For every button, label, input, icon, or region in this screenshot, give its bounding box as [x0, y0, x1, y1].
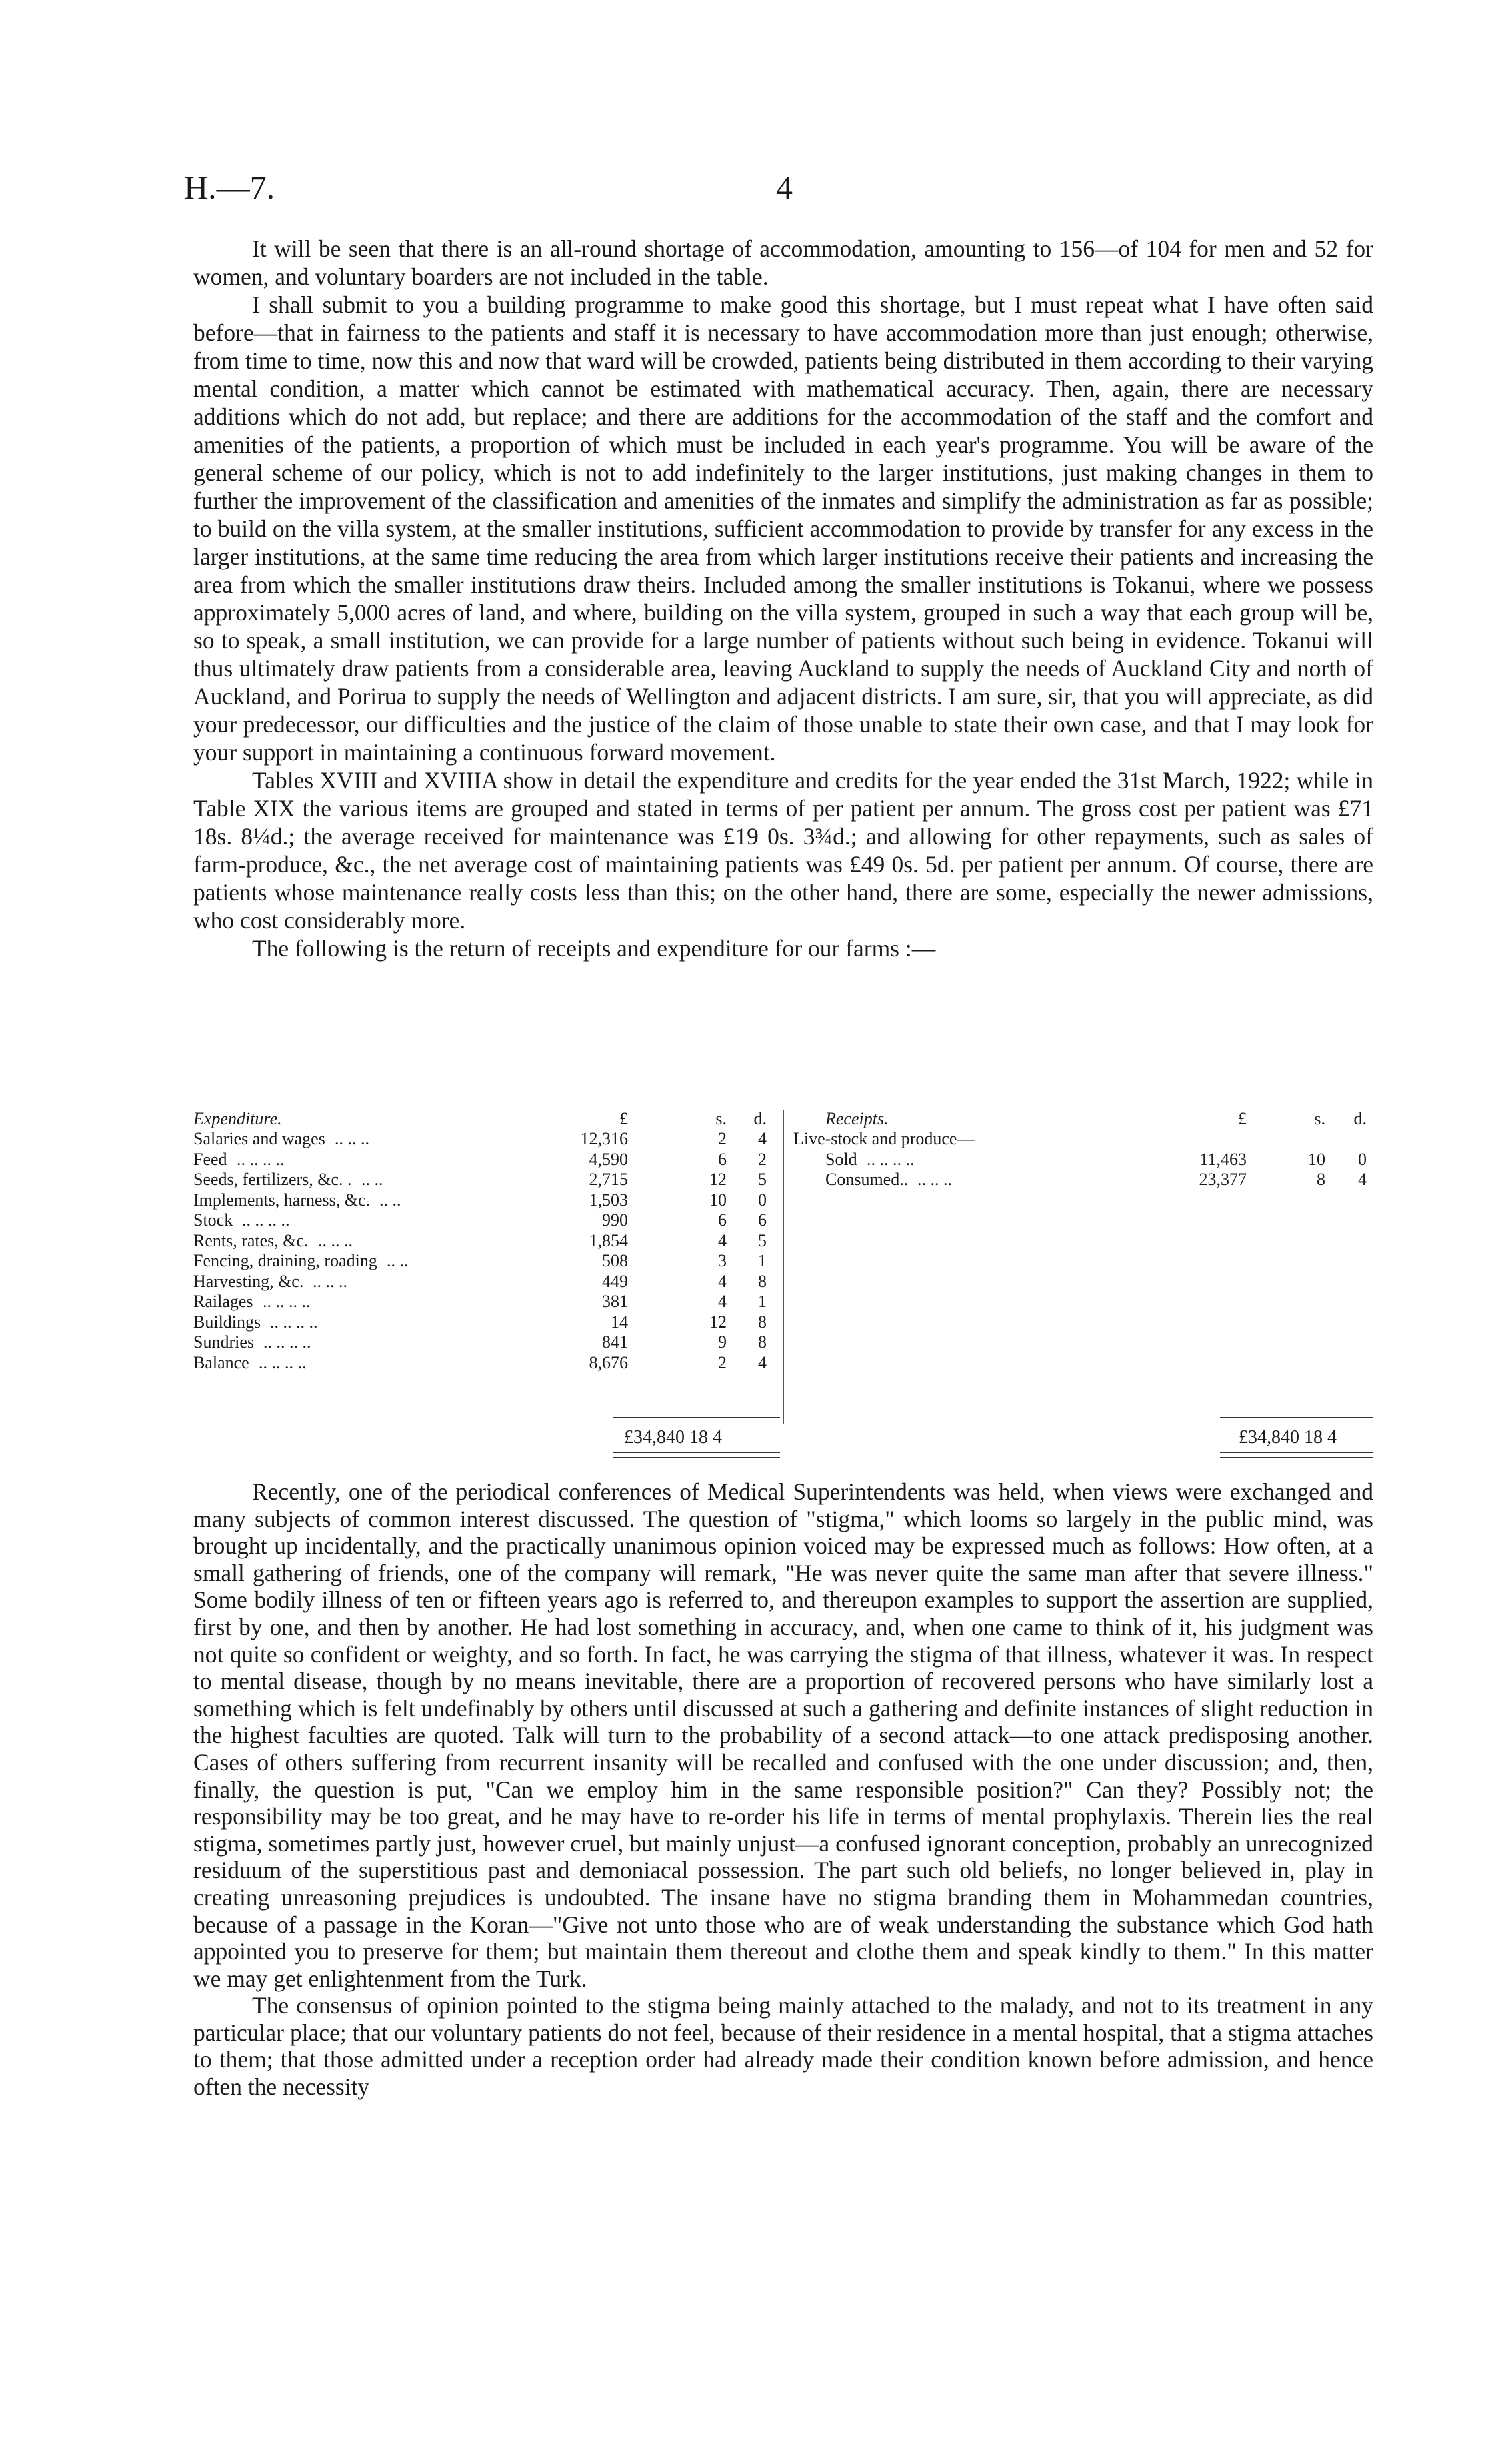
- expenditure-row: [193, 1190, 780, 1211]
- expenditure-rows: [193, 1129, 780, 1373]
- expenditure-label: Harvesting, &c.: [193, 1271, 304, 1291]
- expenditure-label: Implements, harness, &c.: [193, 1190, 370, 1210]
- expenditure-label: Salaries and wages: [193, 1129, 325, 1148]
- table-lead-in: The following is the return of receipts and expenditure for our farms :—: [252, 935, 936, 962]
- expenditure-amount-pounds: 1,854: [589, 1230, 628, 1250]
- receipts-row: [793, 1150, 1373, 1170]
- expenditure-leader-dots: .. .. .. ..: [242, 1210, 290, 1230]
- expenditure-row: [193, 1332, 780, 1353]
- expenditure-row: [193, 1210, 780, 1231]
- expenditure-amount-pence: 8: [758, 1332, 767, 1352]
- expenditure-leader-dots: .. .. ..: [318, 1230, 353, 1250]
- expenditure-leader-dots: .. .. .. ..: [263, 1332, 311, 1352]
- expenditure-amount-shillings: 3: [718, 1251, 727, 1270]
- shillings-head: s.: [715, 1109, 727, 1128]
- expenditure-amount-pounds: 8,676: [589, 1352, 628, 1372]
- expenditure-row: [193, 1292, 780, 1312]
- expenditure-amount-shillings: 2: [718, 1352, 727, 1372]
- shillings-head: s.: [1314, 1109, 1325, 1128]
- receipts-label: Sold: [825, 1149, 857, 1169]
- expenditure-amount-pence: 6: [758, 1210, 767, 1230]
- expenditure-amount-pounds: 2,715: [589, 1170, 628, 1189]
- expenditure-label: Rents, rates, &c.: [193, 1230, 309, 1250]
- paragraph: It will be seen that there is an all-round shortage of accommodation, amounting to 156—of 104 for men and 52 for women, and voluntary boarders are not included in the table.: [193, 235, 1373, 290]
- column-divider: [783, 1110, 784, 1424]
- expenditure-amount-pounds: 14: [611, 1312, 628, 1332]
- expenditure-amount-pence: 4: [758, 1352, 767, 1372]
- expenditure-amount-shillings: 6: [718, 1210, 727, 1230]
- expenditure-label: Balance: [193, 1352, 249, 1372]
- expenditure-amount-pence: 0: [758, 1190, 767, 1210]
- receipts-amount-pounds: 11,463: [1199, 1149, 1247, 1169]
- expenditure-header: [193, 1109, 780, 1129]
- expenditure-row: [193, 1251, 780, 1272]
- expenditure-row: [193, 1272, 780, 1292]
- expenditure-amount-pence: 5: [758, 1230, 767, 1250]
- expenditure-amount-pounds: 508: [602, 1251, 628, 1270]
- expenditure-amount-pence: 4: [758, 1129, 767, 1148]
- expenditure-label: Buildings: [193, 1312, 261, 1332]
- expenditure-label: Stock: [193, 1210, 233, 1230]
- pence-head: d.: [1353, 1109, 1367, 1128]
- receipts-amount-pence: 0: [1358, 1149, 1367, 1169]
- expenditure-total: £34,840 18 4: [624, 1427, 722, 1448]
- expenditure-leader-dots: .. .. .. ..: [237, 1149, 285, 1169]
- expenditure-amount-shillings: 4: [718, 1271, 727, 1291]
- farm-account-table: [193, 1109, 1373, 1469]
- expenditure-amount-pounds: 990: [602, 1210, 628, 1230]
- receipts-double-rule: [1220, 1452, 1373, 1458]
- body-text-bottom: [193, 1478, 1373, 2101]
- expenditure-leader-dots: .. .. .. ..: [270, 1312, 318, 1332]
- expenditure-double-rule: [613, 1452, 780, 1458]
- expenditure-amount-pence: 1: [758, 1292, 767, 1311]
- pence-head: d.: [753, 1109, 767, 1128]
- expenditure-amount-pounds: 381: [602, 1292, 628, 1311]
- expenditure-leader-dots: .. ..: [361, 1170, 383, 1189]
- expenditure-amount-pence: 8: [758, 1271, 767, 1291]
- body-text-top: [193, 235, 1373, 962]
- expenditure-total-rule: [613, 1417, 780, 1418]
- pounds-head: £: [1238, 1109, 1247, 1128]
- expenditure-label: Seeds, fertilizers, &c. .: [193, 1170, 352, 1189]
- receipts-group-label: Live-stock and produce—: [793, 1129, 975, 1148]
- expenditure-amount-pence: 8: [758, 1312, 767, 1332]
- expenditure-row: [193, 1150, 780, 1170]
- expenditure-amount-pounds: 449: [602, 1271, 628, 1291]
- expenditure-title: Expenditure.: [193, 1109, 282, 1128]
- expenditure-amount-pounds: 841: [602, 1332, 628, 1352]
- receipts-column: [793, 1109, 1373, 1190]
- paragraph: Recently, one of the periodical conferences of Medical Superintendents was held, when views were exchanged and many subjects of common interest discussed. The question of "stigma," which looms so largely in the public mind, was brought up incidentally, and the practically unanimous opinion voiced may be expressed much as follows: How often, at a small gathering of friends, one of the company will remark, "He was never quite the same man after that severe illness." Some bodily illness of ten or fifteen years ago is referred to, and thereupon examples to support the assertion are supplied, first by one, and then by another. He had lost something in accuracy, and, when one came to think of it, his judgment was not quite so confident or weighty, and so forth. In fact, he was carrying the stigma of that illness, whatever it was. In respect to mental disease, though by no means inevitable, there are a proportion of recovered persons who have similarly lost a something which is felt undefinably by others until discussed at such a gathering and definite instances of slight reduction in the highest faculties are quoted. Talk will turn to the probability of a second attack—to one attack predisposing another. Cases of others suffering from recurrent insanity will be recalled and confused with the one under discussion; and, then, finally, the question is put, "Can we employ him in the same responsible position?" Can they? Possibly not; the responsibility may be too great, and he may have to re-order his life in terms of mental prophylaxis. Therein lies the real stigma, sometimes partly just, however cruel, but mainly unjust—a confused ignorant conception, probably an unrecognized residuum of the superstitious past and demoniacal possession. The part such old beliefs, no longer believed in, play in creating unreasoning prejudices is undoubted. The insane have no stigma branding them in Mohammedan countries, because of a passage in the Koran—"Give not unto those who are of weak understanding the substance which God hath appointed you to preserve for them; but maintain them thereout and clothe them and speak kindly to them." In this matter we may get enlightenment from the Turk.: [193, 1478, 1373, 1992]
- expenditure-amount-shillings: 2: [718, 1129, 727, 1148]
- expenditure-label: Sundries: [193, 1332, 254, 1352]
- expenditure-label: Railages: [193, 1292, 253, 1311]
- expenditure-row: [193, 1170, 780, 1190]
- expenditure-row: [193, 1231, 780, 1252]
- expenditure-row: [193, 1129, 780, 1150]
- receipts-total: £34,840 18 4: [1239, 1427, 1337, 1448]
- expenditure-leader-dots: .. .. ..: [313, 1271, 347, 1291]
- expenditure-column: [193, 1109, 780, 1373]
- receipts-amount-pence: 4: [1358, 1170, 1367, 1189]
- expenditure-amount-pence: 1: [758, 1251, 767, 1270]
- receipts-leader-dots: .. .. ..: [917, 1170, 952, 1189]
- paragraph: Tables XVIII and XVIIIA show in detail the expenditure and credits for the year ended the 31st March, 1922; while in Table XIX the various items are grouped and stated in terms of per patient per annum. The gross cost per patient was £71 18s. 8¼d.; the average received for maintenance was £19 0s. 3¾d.; and allowing for other repayments, such as sales of farm-produce, &c., the net average cost of maintaining patients was £49 0s. 5d. per patient per annum. Of course, there are patients whose maintenance really costs less than this; on the other hand, there are some, especially the newer admissions, who cost considerably more.: [193, 767, 1373, 934]
- receipts-row: [793, 1170, 1373, 1190]
- receipts-title: Receipts.: [825, 1109, 889, 1128]
- expenditure-amount-pounds: 1,503: [589, 1190, 628, 1210]
- receipts-amount-pounds: 23,377: [1199, 1170, 1247, 1189]
- expenditure-amount-shillings: 12: [709, 1170, 727, 1189]
- expenditure-row: [193, 1312, 780, 1333]
- expenditure-amount-pence: 5: [758, 1170, 767, 1189]
- expenditure-amount-pounds: 4,590: [589, 1149, 628, 1169]
- expenditure-amount-shillings: 4: [718, 1230, 727, 1250]
- expenditure-amount-pence: 2: [758, 1149, 767, 1169]
- expenditure-amount-shillings: 10: [709, 1190, 727, 1210]
- receipts-amount-shillings: 8: [1317, 1170, 1325, 1189]
- expenditure-amount-shillings: 9: [718, 1332, 727, 1352]
- receipts-label: Consumed..: [825, 1170, 909, 1189]
- paragraph: I shall submit to you a building programme to make good this shortage, but I must repeat what I have often said before—that in fairness to the patients and staff it is necessary to have accommodation more than just enough; otherwise, from time to time, now this and now that ward will be crowded, patients being distributed in them according to their varying mental condition, a matter which cannot be estimated with mathematical accuracy. Then, again, there are necessary additions which do not add, but replace; and there are additions for the accommodation of the staff and the comfort and amenities of the patients, a proportion of which must be included in each year's programme. You will be aware of the general scheme of our policy, which is not to add indefinitely to the larger institutions, just making changes in them to further the improvement of the classification and amenities of the inmates and simplify the administration as far as possible; to build on the villa system, at the smaller institutions, sufficient accommodation to provide by transfer for any excess in the larger institutions, at the same time reducing the area from which larger institutions receive their patients and increasing the area from which the smaller institutions draw theirs. Included among the smaller institutions is Tokanui, where we possess approximately 5,000 acres of land, and where, building on the villa system, grouped in such a way that each group will be, so to speak, a small institution, we can provide for a large number of patients without such being in evidence. Tokanui will thus ultimately draw patients from a considerable area, leaving Auckland to supply the needs of Auckland City and north of Auckland, and Porirua to supply the needs of Wellington and adjacent districts. I am sure, sir, that you will appreciate, as did your predecessor, our difficulties and the justice of the claim of those unable to state their own case, and that I may look for your support in maintaining a continuous forward movement.: [193, 291, 1373, 766]
- receipts-amount-shillings: 10: [1308, 1149, 1325, 1169]
- paragraph: The consensus of opinion pointed to the stigma being mainly attached to the malady, and not to its treatment in any particular place; that our voluntary patients do not feel, because of their residence in a mental hospital, that a stigma attaches to them; that those admitted under a reception order had already made their condition known before admission, and hence often the necessity: [193, 1992, 1373, 2101]
- expenditure-leader-dots: .. .. .. ..: [263, 1292, 311, 1311]
- expenditure-leader-dots: .. .. .. ..: [259, 1352, 307, 1372]
- page-header: [184, 168, 1371, 208]
- expenditure-leader-dots: .. ..: [387, 1251, 409, 1270]
- expenditure-row: [193, 1353, 780, 1374]
- receipts-rows: [793, 1150, 1373, 1190]
- receipts-total-rule: [1220, 1417, 1373, 1418]
- receipts-leader-dots: .. .. .. ..: [867, 1149, 915, 1169]
- expenditure-label: Fencing, draining, roading: [193, 1251, 377, 1270]
- expenditure-amount-shillings: 6: [718, 1149, 727, 1169]
- document-reference: H.—7.: [184, 169, 275, 206]
- expenditure-amount-shillings: 4: [718, 1292, 727, 1311]
- expenditure-amount-shillings: 12: [709, 1312, 727, 1332]
- receipts-header: [793, 1109, 1373, 1129]
- expenditure-leader-dots: .. .. ..: [335, 1129, 369, 1148]
- expenditure-label: Feed: [193, 1149, 227, 1169]
- page-number: 4: [776, 169, 793, 206]
- expenditure-leader-dots: .. ..: [379, 1190, 401, 1210]
- expenditure-amount-pounds: 12,316: [580, 1129, 628, 1148]
- pounds-head: £: [619, 1109, 628, 1128]
